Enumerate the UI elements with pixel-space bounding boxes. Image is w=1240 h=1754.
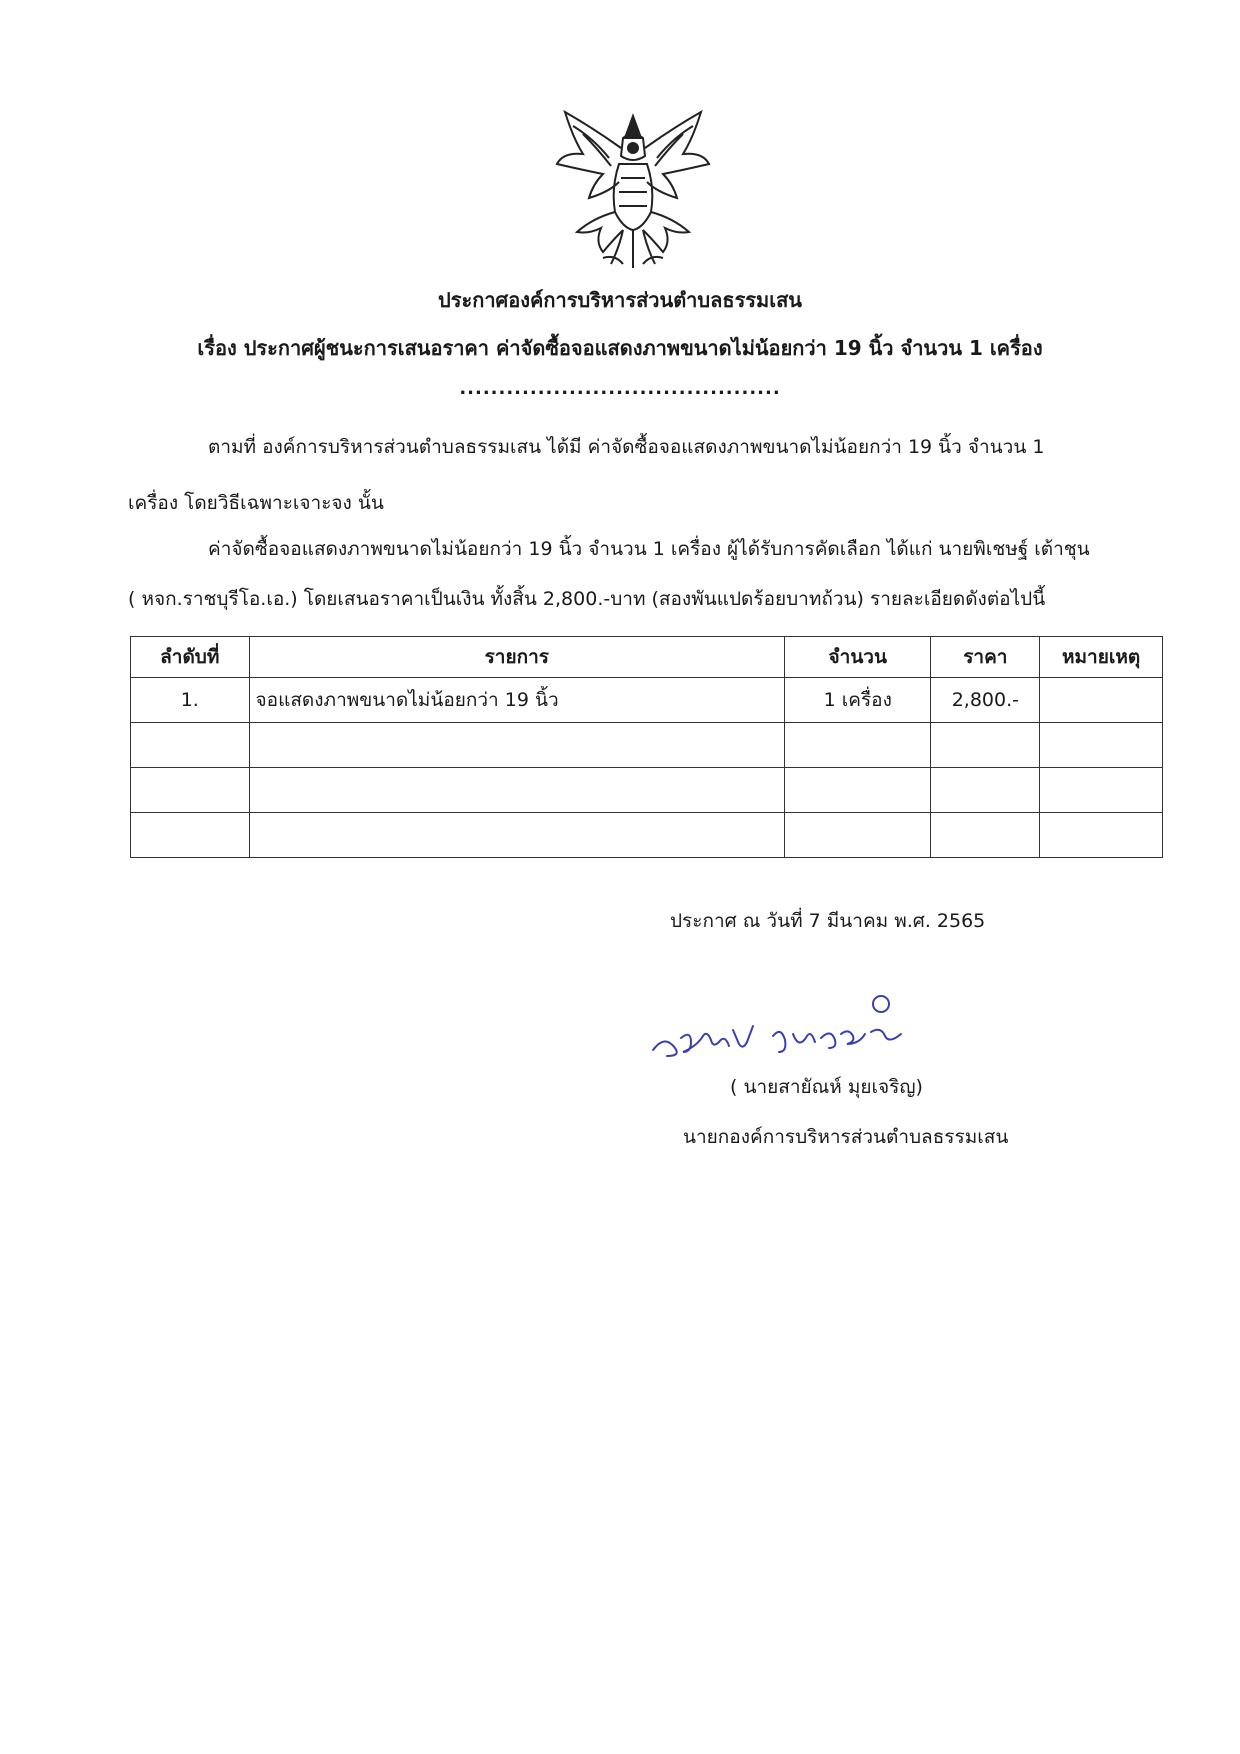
cell-no	[131, 813, 250, 858]
cell-qty	[785, 723, 931, 768]
cell-note	[1040, 678, 1163, 723]
handwritten-signature	[645, 990, 945, 1070]
table-header-row	[131, 637, 1163, 678]
table-row	[131, 723, 1163, 768]
paragraph-1-line-1: ตามที่ องค์การบริหารส่วนตำบลธรรมเสน ได้มี ค่าจัดซื้อจอแสดงภาพขนาดไม่น้อยกว่า 19 นิ้ว จำนวน 1	[208, 436, 1045, 458]
header-qty: จำนวน	[785, 637, 931, 678]
paragraph-2-line-2: ( หจก.ราชบุรีโอ.เอ.) โดยเสนอราคาเป็นเงิน ทั้งสิ้น 2,800.-บาท (สองพันแปดร้อยบาทถ้วน) รายละเอียดดังต่อไปนี้	[128, 588, 1046, 610]
announcement-date: ประกาศ ณ วันที่ 7 มีนาคม พ.ศ. 2565	[670, 910, 986, 932]
cell-item: จอแสดงภาพขนาดไม่น้อยกว่า 19 นิ้ว	[249, 678, 784, 723]
header-no: ลำดับที่	[131, 637, 250, 678]
cell-note	[1040, 723, 1163, 768]
cell-item	[249, 813, 784, 858]
cell-note	[1040, 813, 1163, 858]
header-item: รายการ	[249, 637, 784, 678]
paragraph-2-line-1: ค่าจัดซื้อจอแสดงภาพขนาดไม่น้อยกว่า 19 นิ้ว จำนวน 1 เครื่อง ผู้ได้รับการคัดเลือก ได้แก่ นายพิเชษฐ์ เต้าชุน	[208, 538, 1090, 560]
cell-price	[931, 768, 1040, 813]
cell-qty: 1 เครื่อง	[785, 678, 931, 723]
cell-price	[931, 723, 1040, 768]
cell-item	[249, 723, 784, 768]
header-price: ราคา	[931, 637, 1040, 678]
cell-qty	[785, 813, 931, 858]
cell-no	[131, 723, 250, 768]
cell-item	[249, 768, 784, 813]
garuda-emblem-icon	[553, 108, 713, 274]
table-row	[131, 678, 1163, 723]
signer-title: นายกองค์การบริหารส่วนตำบลธรรมเสน	[683, 1126, 1009, 1148]
cell-note	[1040, 768, 1163, 813]
document-subject: เรื่อง ประกาศผู้ชนะการเสนอราคา ค่าจัดซื้อจอแสดงภาพขนาดไม่น้อยกว่า 19 นิ้ว จำนวน 1 เครื่อง	[197, 336, 1043, 360]
cell-no	[131, 768, 250, 813]
items-table	[130, 636, 1163, 858]
cell-price	[931, 813, 1040, 858]
dotted-divider: .........................................	[459, 378, 781, 399]
table-row	[131, 768, 1163, 813]
paragraph-1-line-2: เครื่อง โดยวิธีเฉพาะเจาะจง นั้น	[128, 492, 384, 514]
table-row	[131, 813, 1163, 858]
header-note: หมายเหตุ	[1040, 637, 1163, 678]
document-title: ประกาศองค์การบริหารส่วนตำบลธรรมเสน	[438, 288, 802, 312]
cell-no: 1.	[131, 678, 250, 723]
cell-qty	[785, 768, 931, 813]
cell-price: 2,800.-	[931, 678, 1040, 723]
signer-name: ( นายสายัณห์ มุยเจริญ)	[730, 1076, 923, 1098]
